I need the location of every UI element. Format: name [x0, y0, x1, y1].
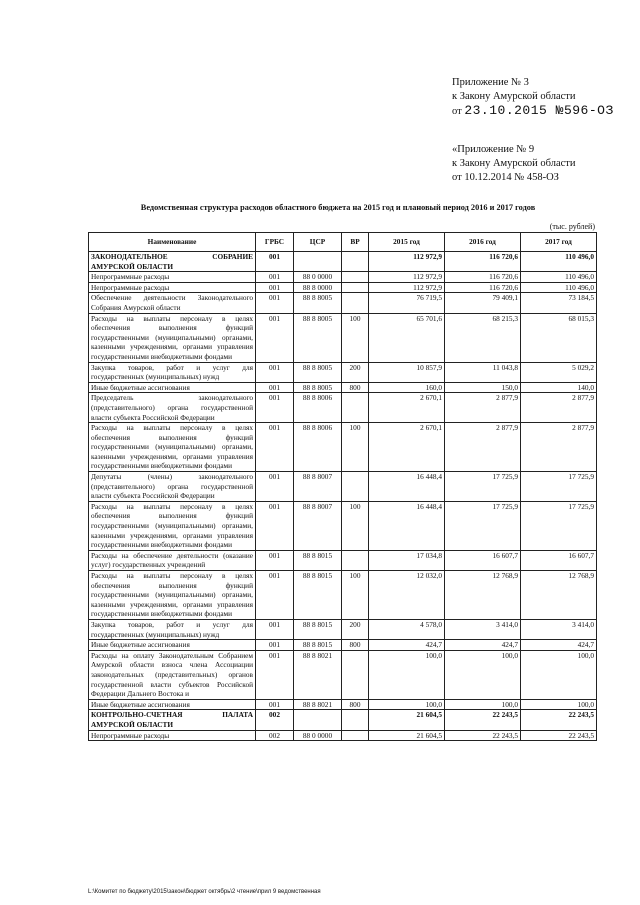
cell-csr: 88 8 8005: [294, 382, 342, 393]
cell-y2015: 12 032,0: [369, 571, 445, 620]
cell-name: Непрограммные расходы: [89, 730, 256, 741]
annex-9-header: [452, 143, 576, 185]
cell-vr: 200: [342, 619, 369, 639]
cell-name: Закупка товаров, работ и услуг для государственных (муниципальных) нужд: [89, 362, 256, 382]
cell-vr: 800: [342, 382, 369, 393]
cell-y2017: 2 877,9: [521, 393, 597, 423]
annex-3-date-prefix: от: [452, 106, 462, 117]
cell-csr: 88 8 8015: [294, 619, 342, 639]
cell-y2016: 11 043,8: [445, 362, 521, 382]
cell-vr: [342, 650, 369, 699]
cell-y2016: 12 768,9: [445, 571, 521, 620]
cell-y2016: 116 720,6: [445, 252, 521, 272]
file-path-footer: L:\Комитет по бюджету\2015\закон\бюджет октябрь\2 чтение\прил 9 ведомственная: [88, 889, 321, 895]
cell-csr: 88 8 8015: [294, 640, 342, 651]
table-section-row: [89, 710, 597, 730]
cell-y2016: 424,7: [445, 640, 521, 651]
cell-grbs: 001: [256, 501, 294, 550]
cell-y2017: 16 607,7: [521, 550, 597, 570]
units-label: (тыс. рублей): [549, 222, 595, 231]
annex-9-number: «Приложение № 9: [452, 144, 535, 155]
table-row: [89, 730, 597, 741]
cell-y2015: 100,0: [369, 650, 445, 699]
cell-y2017: 22 243,5: [521, 730, 597, 741]
cell-grbs: 001: [256, 640, 294, 651]
table-row: [89, 313, 597, 362]
cell-y2017: 110 496,0: [521, 272, 597, 283]
cell-vr: [342, 472, 369, 502]
cell-y2016: 17 725,9: [445, 472, 521, 502]
cell-grbs: 001: [256, 619, 294, 639]
cell-y2015: 21 604,5: [369, 730, 445, 741]
table-row: [89, 382, 597, 393]
annex-9-date: от 10.12.2014 № 458-ОЗ: [452, 172, 559, 183]
table-row: [89, 293, 597, 313]
table-row: [89, 699, 597, 710]
cell-y2017: 140,0: [521, 382, 597, 393]
annex-3-date: [452, 104, 614, 119]
cell-vr: 100: [342, 313, 369, 362]
cell-vr: [342, 293, 369, 313]
annex-3-law: к Закону Амурской области: [452, 91, 576, 102]
cell-vr: 200: [342, 362, 369, 382]
cell-y2015: 16 448,4: [369, 472, 445, 502]
cell-grbs: 001: [256, 293, 294, 313]
cell-y2016: 68 215,3: [445, 313, 521, 362]
table-section-row: [89, 252, 597, 272]
cell-grbs: 001: [256, 252, 294, 272]
table-header-row: [89, 233, 597, 252]
column-header-2016: 2016 год: [445, 233, 521, 252]
column-header-2015: 2015 год: [369, 233, 445, 252]
cell-grbs: 001: [256, 282, 294, 293]
table-row: [89, 619, 597, 639]
cell-name: Непрограммные расходы: [89, 282, 256, 293]
cell-name: Расходы на выплаты персоналу в целях обеспечения выполнения функций государственными (муниципальными) органами, казенными учреждениями, органами управления государственными внебюджетными фондами: [89, 423, 256, 472]
cell-grbs: 001: [256, 472, 294, 502]
cell-csr: 88 8 8015: [294, 550, 342, 570]
cell-y2017: 5 029,2: [521, 362, 597, 382]
column-header-vr: ВР: [342, 233, 369, 252]
cell-vr: 800: [342, 699, 369, 710]
cell-grbs: 001: [256, 423, 294, 472]
cell-csr: 88 8 8021: [294, 699, 342, 710]
cell-y2016: 79 409,1: [445, 293, 521, 313]
table-row: [89, 640, 597, 651]
table-row: [89, 393, 597, 423]
cell-csr: 88 8 8005: [294, 362, 342, 382]
cell-grbs: 001: [256, 571, 294, 620]
cell-y2017: 17 725,9: [521, 472, 597, 502]
cell-y2017: 68 015,3: [521, 313, 597, 362]
cell-name: Расходы на обеспечение деятельности (оказание услуг) государственных учреждений: [89, 550, 256, 570]
table-row: [89, 501, 597, 550]
cell-y2017: 100,0: [521, 699, 597, 710]
cell-grbs: 001: [256, 362, 294, 382]
cell-y2016: 2 877,9: [445, 423, 521, 472]
cell-y2015: 112 972,9: [369, 252, 445, 272]
cell-y2016: 17 725,9: [445, 501, 521, 550]
budget-table: [88, 232, 597, 741]
cell-vr: 100: [342, 501, 369, 550]
cell-csr: 88 8 8005: [294, 313, 342, 362]
cell-csr: 88 8 8015: [294, 571, 342, 620]
cell-csr: [294, 252, 342, 272]
cell-y2015: 424,7: [369, 640, 445, 651]
cell-grbs: 001: [256, 382, 294, 393]
cell-y2016: 116 720,6: [445, 282, 521, 293]
cell-vr: [342, 282, 369, 293]
cell-csr: 88 8 8005: [294, 293, 342, 313]
cell-y2017: 2 877,9: [521, 423, 597, 472]
cell-y2016: 116 720,6: [445, 272, 521, 283]
cell-y2015: 17 034,8: [369, 550, 445, 570]
cell-y2015: 21 604,5: [369, 710, 445, 730]
cell-vr: 100: [342, 423, 369, 472]
table-row: [89, 362, 597, 382]
cell-vr: [342, 252, 369, 272]
cell-y2017: 100,0: [521, 650, 597, 699]
table-row: [89, 550, 597, 570]
cell-name: Иные бюджетные ассигнования: [89, 640, 256, 651]
cell-grbs: 001: [256, 393, 294, 423]
cell-y2016: 100,0: [445, 699, 521, 710]
cell-y2016: 100,0: [445, 650, 521, 699]
cell-grbs: 001: [256, 699, 294, 710]
cell-y2015: 100,0: [369, 699, 445, 710]
cell-grbs: 001: [256, 650, 294, 699]
column-header-2017: 2017 год: [521, 233, 597, 252]
cell-grbs: 001: [256, 272, 294, 283]
cell-y2015: 112 972,9: [369, 272, 445, 283]
cell-y2017: 110 496,0: [521, 282, 597, 293]
cell-name: Расходы на выплаты персоналу в целях обеспечения выполнения функций государственными (муниципальными) органами, казенными учреждениями, органами управления государственными внебюджетными фондами: [89, 501, 256, 550]
table-row: [89, 650, 597, 699]
cell-name: Непрограммные расходы: [89, 272, 256, 283]
cell-y2016: 2 877,9: [445, 393, 521, 423]
cell-y2017: 17 725,9: [521, 501, 597, 550]
cell-csr: 88 0 0000: [294, 272, 342, 283]
cell-name: Расходы на выплаты персоналу в целях обеспечения выполнения функций государственными (муниципальными) органами, казенными учреждениями, органами управления государственными внебюджетными фондами: [89, 571, 256, 620]
cell-vr: [342, 272, 369, 283]
cell-y2016: 22 243,5: [445, 710, 521, 730]
cell-y2015: 65 701,6: [369, 313, 445, 362]
document-title: Ведомственная структура расходов областного бюджета на 2015 год и плановый период 2016 и 2017 годов: [140, 203, 536, 212]
cell-grbs: 002: [256, 730, 294, 741]
cell-csr: [294, 710, 342, 730]
cell-csr: 88 8 8007: [294, 501, 342, 550]
table-row: [89, 423, 597, 472]
cell-y2016: 22 243,5: [445, 730, 521, 741]
cell-y2017: 424,7: [521, 640, 597, 651]
column-header-csr: ЦСР: [294, 233, 342, 252]
cell-name: ЗАКОНОДАТЕЛЬНОЕ СОБРАНИЕ АМУРСКОЙ ОБЛАСТИ: [89, 252, 256, 272]
table-row: [89, 571, 597, 620]
column-header-name: Наименование: [89, 233, 256, 252]
cell-y2015: 10 857,9: [369, 362, 445, 382]
cell-csr: 88 8 8006: [294, 423, 342, 472]
table-row: [89, 272, 597, 283]
cell-name: Иные бюджетные ассигнования: [89, 382, 256, 393]
cell-y2017: 3 414,0: [521, 619, 597, 639]
cell-name: Председатель законодательного (представительного) органа государственной власти субъекта Российской Федерации: [89, 393, 256, 423]
cell-vr: 800: [342, 640, 369, 651]
cell-y2017: 110 496,0: [521, 252, 597, 272]
cell-csr: 88 8 0000: [294, 282, 342, 293]
cell-y2017: 12 768,9: [521, 571, 597, 620]
cell-y2015: 2 670,1: [369, 393, 445, 423]
cell-name: КОНТРОЛЬНО-СЧЕТНАЯ ПАЛАТА АМУРСКОЙ ОБЛАСТИ: [89, 710, 256, 730]
cell-name: Расходы на оплату Законодательным Собранием Амурской области взноса члена Ассоциации законодательных (представительных) органов государственной власти субъектов Российской Федерации Дальнего Востока и: [89, 650, 256, 699]
cell-csr: 88 0 0000: [294, 730, 342, 741]
cell-csr: 88 8 8006: [294, 393, 342, 423]
annex-9-law: к Закону Амурской области: [452, 158, 576, 169]
cell-grbs: 002: [256, 710, 294, 730]
cell-vr: [342, 550, 369, 570]
annex-3-number: Приложение № 3: [452, 77, 529, 88]
cell-y2015: 112 972,9: [369, 282, 445, 293]
cell-y2017: 22 243,5: [521, 710, 597, 730]
annex-3-header: [452, 76, 614, 119]
cell-y2016: 150,0: [445, 382, 521, 393]
annex-3-date-value: 23.10.2015 №596-ОЗ: [464, 103, 614, 118]
column-header-grbs: ГРБС: [256, 233, 294, 252]
table-row: [89, 282, 597, 293]
cell-name: Иные бюджетные ассигнования: [89, 699, 256, 710]
cell-name: Депутаты (члены) законодательного (представительного) органа государственной власти субъекта Российской Федерации: [89, 472, 256, 502]
cell-y2017: 73 184,5: [521, 293, 597, 313]
cell-name: Закупка товаров, работ и услуг для государственных (муниципальных) нужд: [89, 619, 256, 639]
cell-vr: [342, 730, 369, 741]
cell-vr: [342, 393, 369, 423]
cell-y2015: 160,0: [369, 382, 445, 393]
cell-y2015: 16 448,4: [369, 501, 445, 550]
cell-csr: 88 8 8021: [294, 650, 342, 699]
cell-grbs: 001: [256, 550, 294, 570]
cell-y2016: 3 414,0: [445, 619, 521, 639]
cell-y2016: 16 607,7: [445, 550, 521, 570]
cell-csr: 88 8 8007: [294, 472, 342, 502]
cell-y2015: 76 719,5: [369, 293, 445, 313]
table-body: [89, 252, 597, 741]
cell-grbs: 001: [256, 313, 294, 362]
cell-name: Расходы на выплаты персоналу в целях обеспечения выполнения функций государственными (муниципальными) органами, казенными учреждениями, органами управления государственными внебюджетными фондами: [89, 313, 256, 362]
cell-vr: 100: [342, 571, 369, 620]
cell-y2015: 2 670,1: [369, 423, 445, 472]
cell-vr: [342, 710, 369, 730]
cell-y2015: 4 578,0: [369, 619, 445, 639]
table-row: [89, 472, 597, 502]
cell-name: Обеспечение деятельности Законодательного Собрания Амурской области: [89, 293, 256, 313]
